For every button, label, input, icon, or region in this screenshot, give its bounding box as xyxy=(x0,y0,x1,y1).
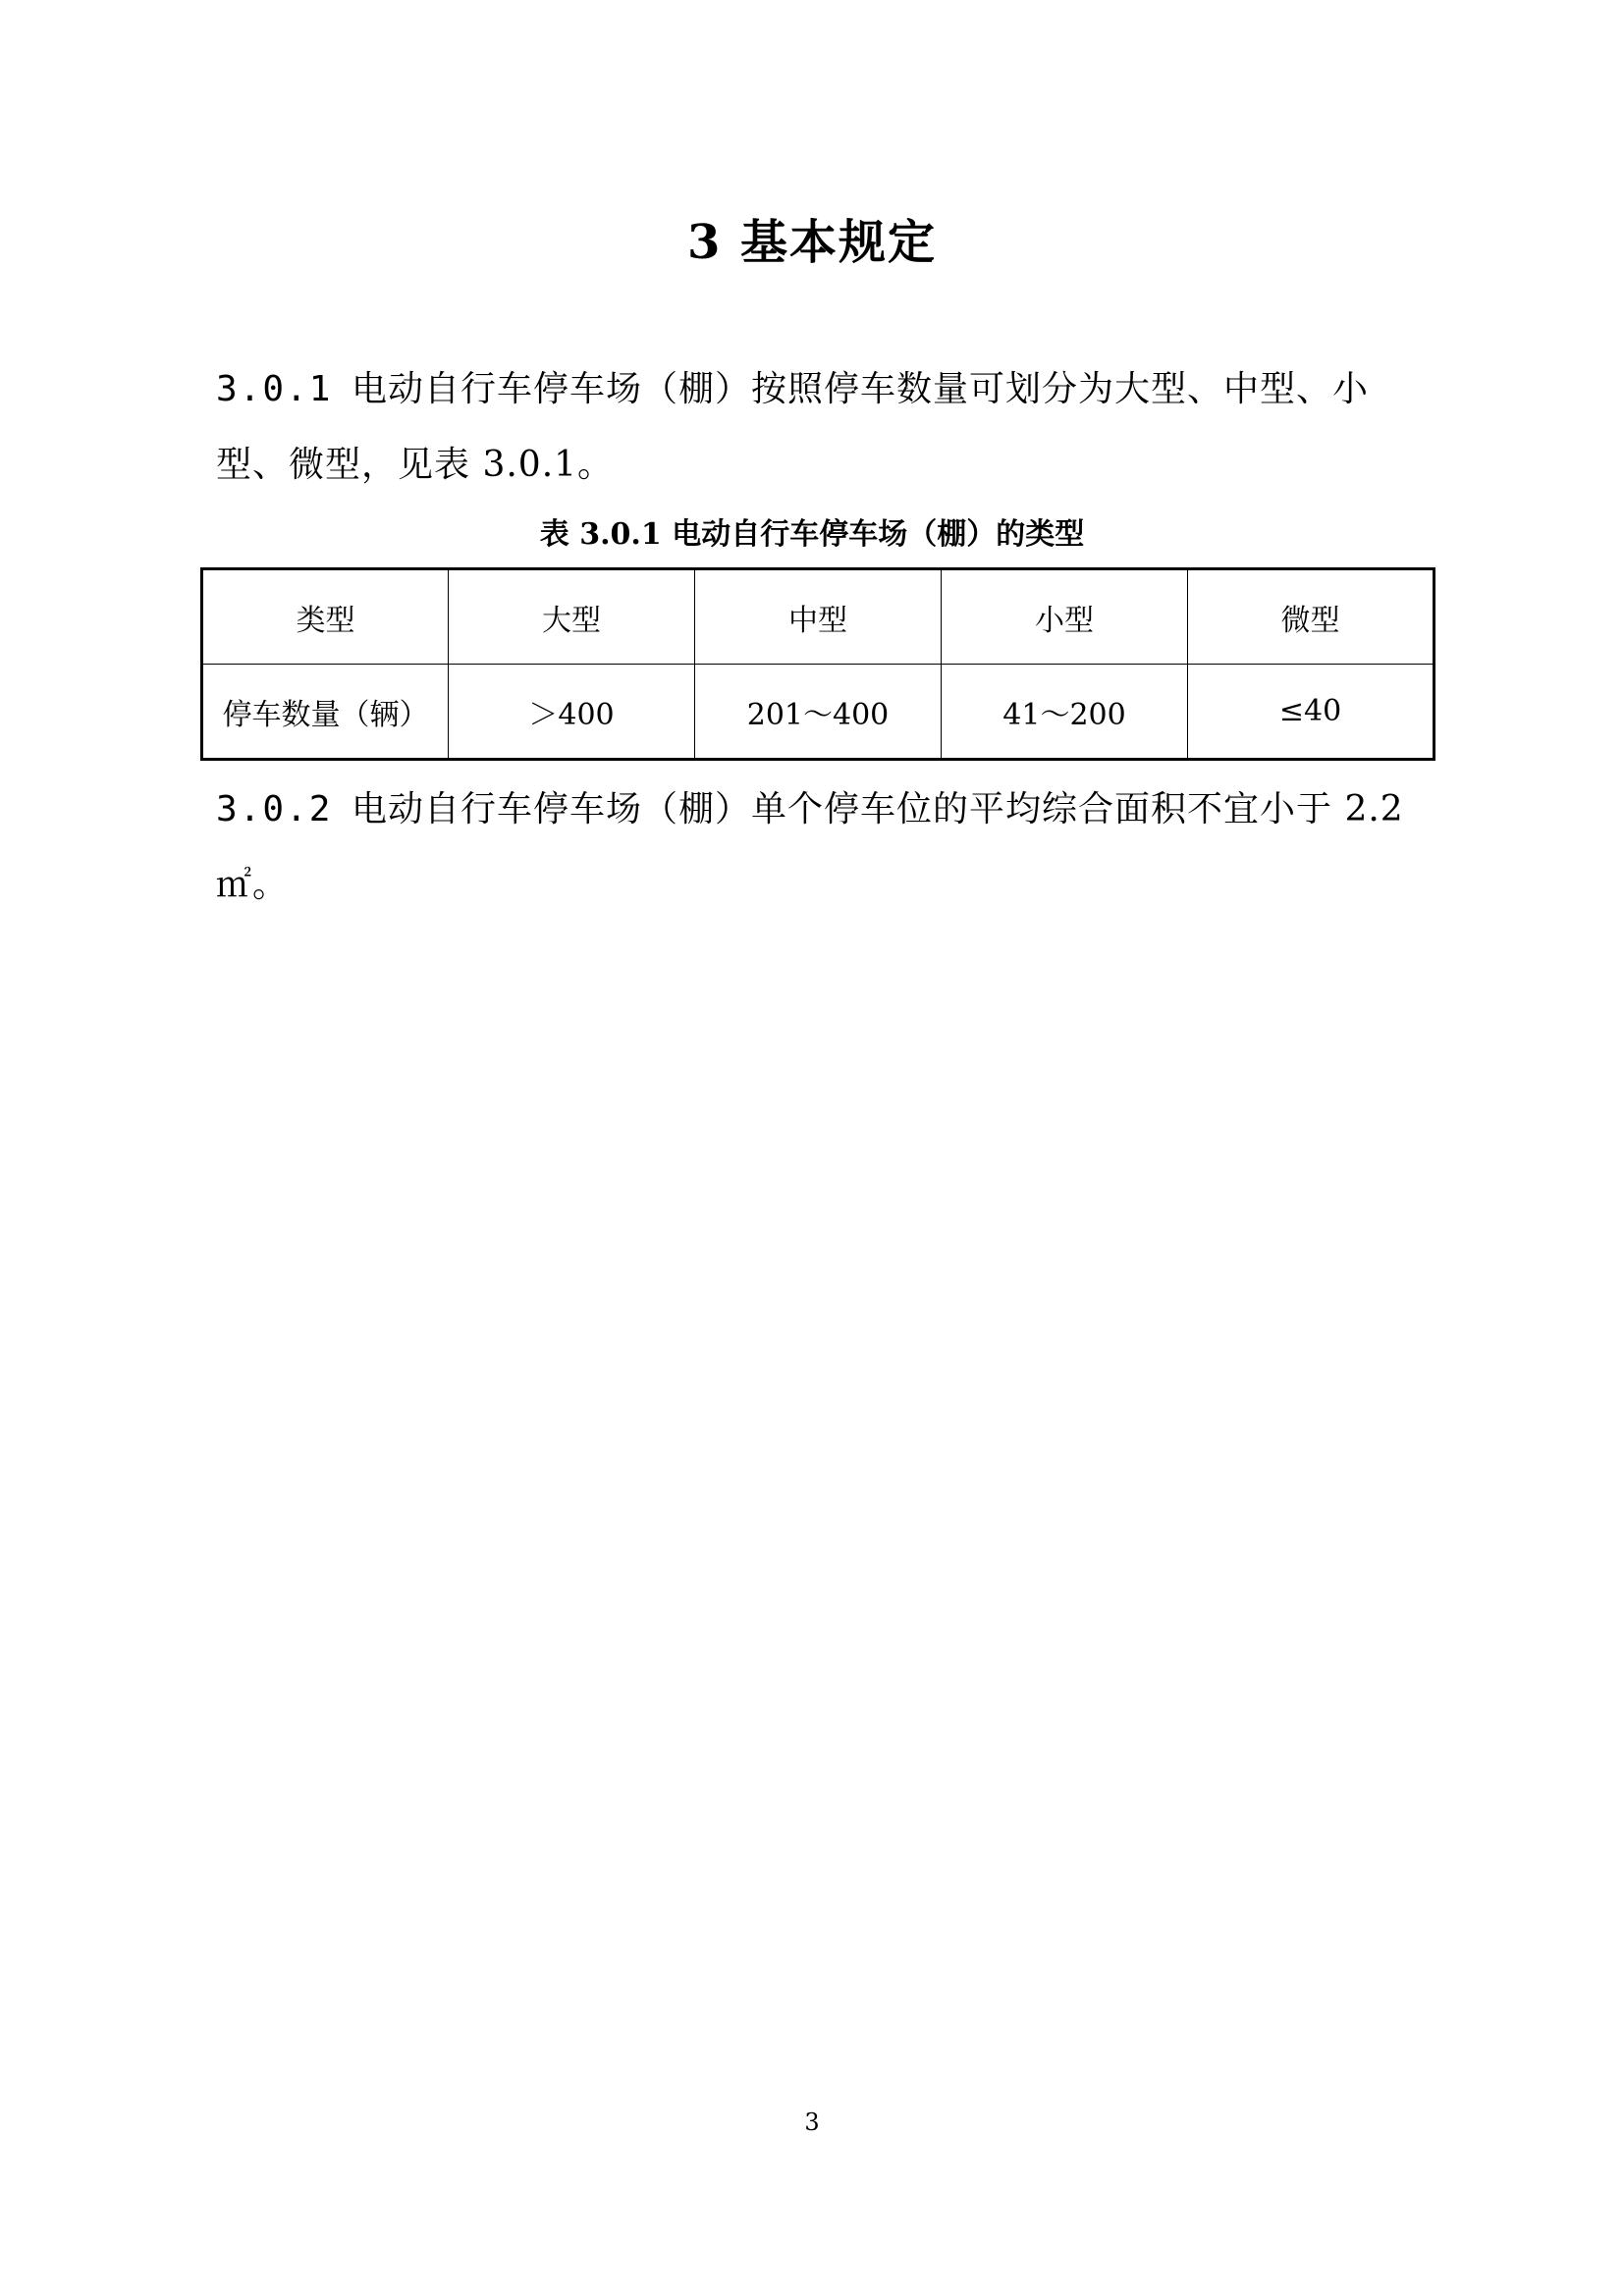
parking-type-table xyxy=(200,567,1435,761)
table-cell: ≤40 xyxy=(1188,665,1435,760)
table-header-cell: 小型 xyxy=(942,569,1188,665)
table-header-cell: 中型 xyxy=(695,569,942,665)
table-header-row xyxy=(202,569,1435,665)
clause-text: 电动自行车停车场（棚）按照停车数量可划分为大型、中型、小型、微型，见表 3.0.1。 xyxy=(216,369,1370,485)
table-cell: 停车数量（辆） xyxy=(202,665,449,760)
clause-3-0-2 xyxy=(216,772,1434,923)
table-header-cell: 大型 xyxy=(449,569,695,665)
clause-3-0-1 xyxy=(216,351,1434,503)
table-header-cell: 类型 xyxy=(202,569,449,665)
page-number: 3 xyxy=(804,2109,820,2136)
clause-text: 电动自行车停车场（棚）单个停车位的平均综合面积不宜小于 2.2 ㎡。 xyxy=(216,789,1404,905)
clause-number: 3.0.2 xyxy=(216,789,333,829)
chapter-title: 3 基本规定 xyxy=(686,215,938,270)
clause-number: 3.0.1 xyxy=(216,369,333,409)
table-row xyxy=(202,665,1435,760)
table-cell: 41～200 xyxy=(942,665,1188,760)
table-caption: 表 3.0.1 电动自行车停车场（棚）的类型 xyxy=(539,517,1085,552)
table-cell: 201～400 xyxy=(695,665,942,760)
table-header-cell: 微型 xyxy=(1188,569,1435,665)
table-cell: ＞400 xyxy=(449,665,695,760)
